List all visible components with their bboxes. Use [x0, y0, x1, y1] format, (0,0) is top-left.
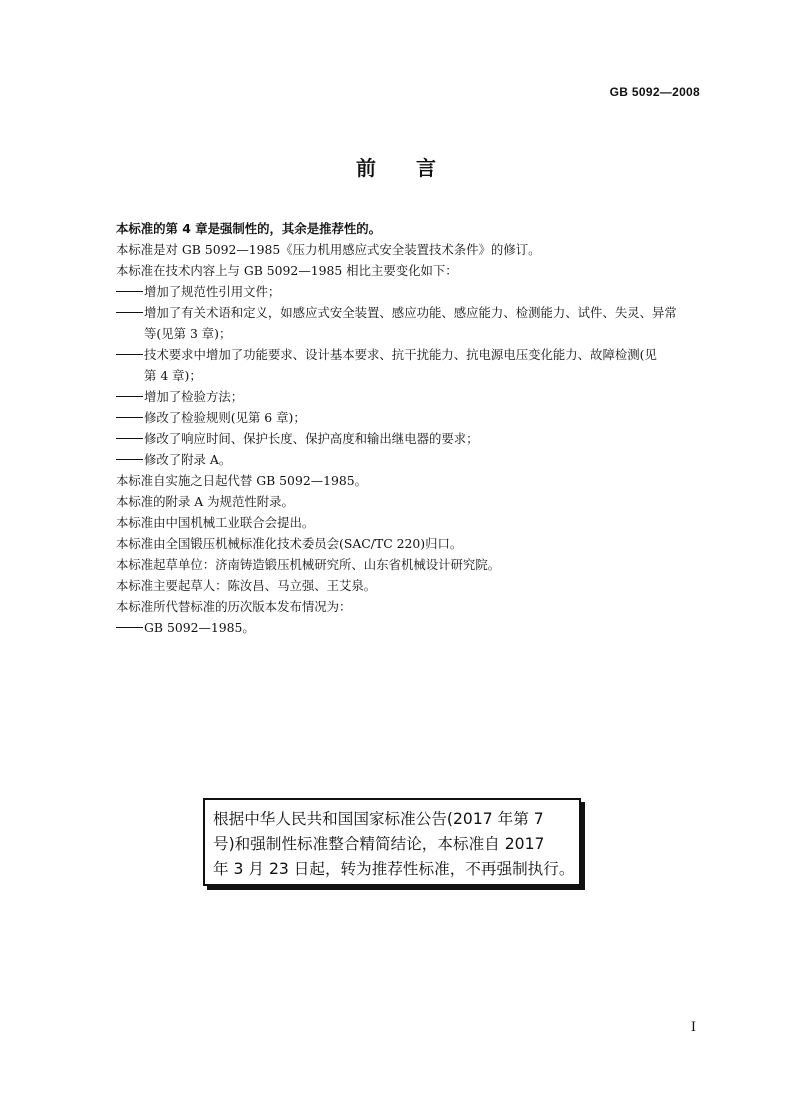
dash-marker — [116, 396, 143, 397]
history-item-text: GB 5092—1985。 — [144, 620, 255, 635]
changes-intro: 本标准在技术内容上与 GB 5092—1985 相比主要变化如下： — [116, 263, 458, 278]
change-item — [116, 281, 708, 302]
dash-marker — [116, 459, 143, 460]
change-item — [116, 302, 708, 344]
mandatory-statement: 本标准的第 4 章是强制性的，其余是推荐性的。 — [116, 221, 382, 236]
change-item — [116, 428, 708, 449]
dash-marker — [116, 312, 143, 313]
page-title: 前言 — [356, 156, 476, 180]
notice-line: 年 3 月 23 日起，转为推荐性标准，不再强制执行。 — [213, 860, 575, 878]
drafting-units-statement: 本标准起草单位：济南铸造锻压机械研究所、山东省机械设计研究院。 — [116, 557, 501, 572]
change-item-text: 修改了响应时间、保护长度、保护高度和输出继电器的要求； — [144, 431, 479, 446]
foreword-body — [116, 218, 708, 638]
dash-marker — [116, 417, 143, 418]
history-item — [116, 617, 708, 638]
change-item — [116, 449, 708, 470]
change-item-text: 增加了规范性引用文件； — [144, 284, 281, 299]
proposer-statement: 本标准由中国机械工业联合会提出。 — [116, 515, 315, 530]
history-intro: 本标准所代替标准的历次版本发布情况为： — [116, 599, 352, 614]
notice-line: 号)和强制性标准整合精简结论，本标准自 2017 — [213, 835, 545, 853]
change-item-text: 增加了检验方法； — [144, 389, 244, 404]
change-item-text: 修改了附录 A。 — [144, 452, 232, 467]
notice-box — [203, 798, 581, 886]
notice-line: 根据中华人民共和国国家标准公告(2017 年第 7 — [213, 810, 544, 828]
appendix-statement: 本标准的附录 A 为规范性附录。 — [116, 494, 294, 509]
dash-marker — [116, 627, 143, 628]
change-item — [116, 407, 708, 428]
committee-statement: 本标准由全国锻压机械标准化技术委员会(SAC/TC 220)归口。 — [116, 536, 463, 551]
dash-marker — [116, 354, 143, 355]
page-number: I — [690, 1020, 696, 1035]
change-item-text: 增加了有关术语和定义，如感应式安全装置、感应功能、感应能力、检测能力、试件、失灵、异常 — [144, 305, 677, 320]
dash-marker — [116, 438, 143, 439]
change-item-continuation: 第 4 章)； — [144, 368, 202, 383]
change-item — [116, 386, 708, 407]
replacement-statement: 本标准自实施之日起代替 GB 5092—1985。 — [116, 473, 368, 488]
change-item-text: 技术要求中增加了功能要求、设计基本要求、抗干扰能力、抗电源电压变化能力、故障检测(见 — [144, 347, 657, 362]
standard-code: GB 5092—2008 — [609, 85, 700, 99]
change-item — [116, 344, 708, 386]
change-item-continuation: 等(见第 3 章)； — [144, 326, 232, 341]
drafters-statement: 本标准主要起草人：陈汝昌、马立强、王艾泉。 — [116, 578, 377, 593]
dash-marker — [116, 291, 143, 292]
change-item-text: 修改了检验规则(见第 6 章)； — [144, 410, 306, 425]
revision-statement: 本标准是对 GB 5092—1985《压力机用感应式安全装置技术条件》的修订。 — [116, 242, 541, 257]
